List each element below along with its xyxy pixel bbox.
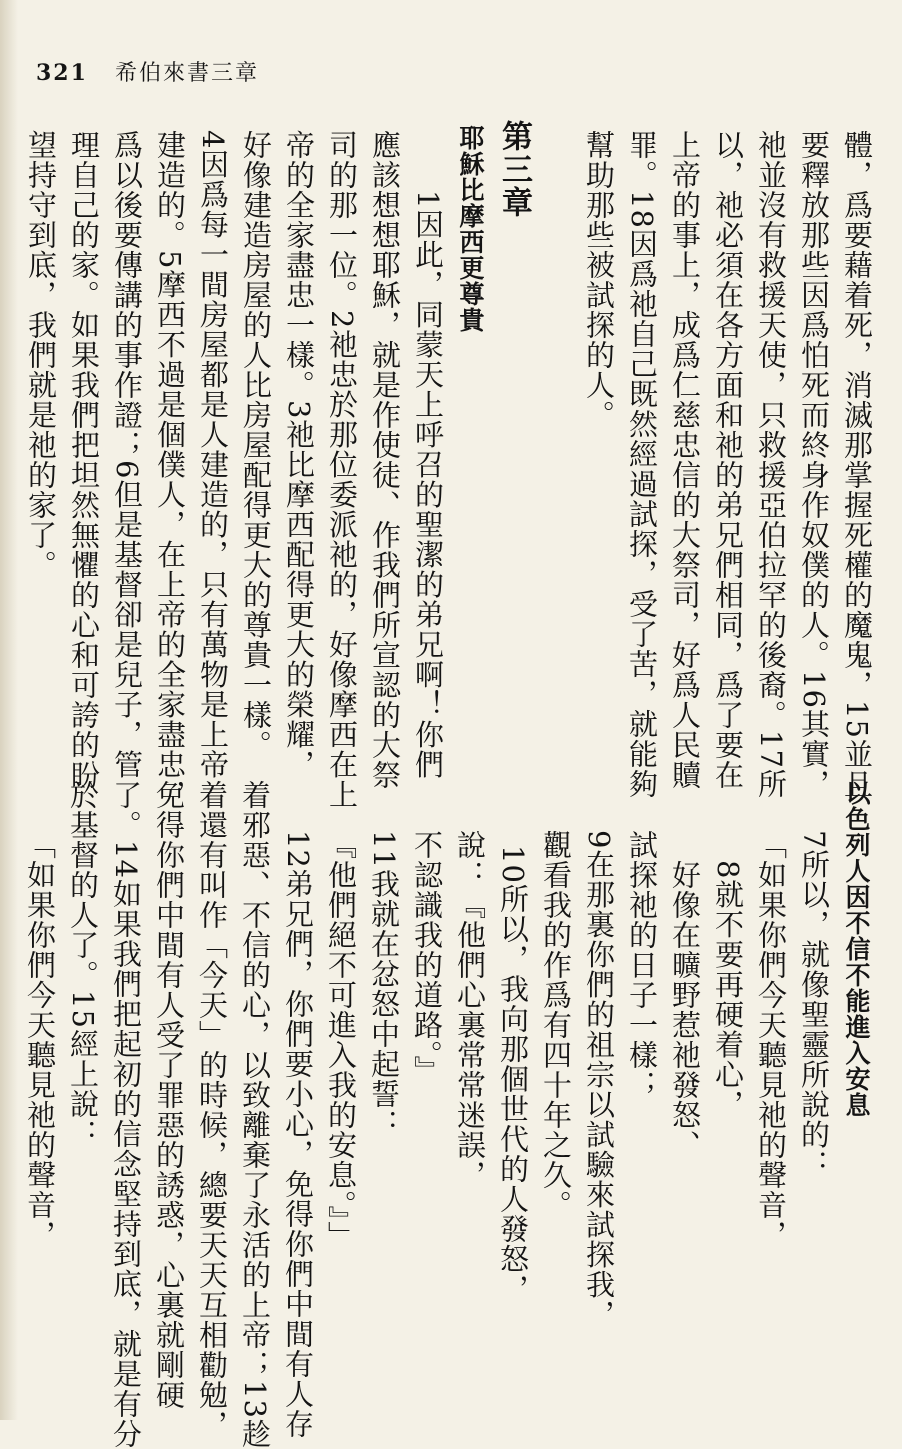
text-line: 「如果你們今天聽見祂的聲音， (754, 830, 788, 1250)
text-line: 於基督的人了。15經上說： (66, 780, 100, 1149)
text-line: 望持守到底，我們就是祂的家了。 (24, 130, 58, 580)
text-line: 上帝的事上，成爲仁慈忠信的大祭司，好爲人民贖 (668, 130, 702, 790)
text-line: 1因此，同蒙天上呼召的聖潔的弟兄啊！你們 (411, 190, 445, 780)
text-line: 建造的。5摩西不過是個僕人，在上帝的全家盡忠， (153, 130, 187, 810)
text-line: 免得你們中間有人受了罪惡的誘惑，心裏就剛硬 (152, 780, 186, 1410)
text-line: 了。14如果我們把起初的信念堅持到底，就是有分 (109, 780, 143, 1449)
text-line: 應該想想耶穌，就是作使徒、作我們所宣認的大祭 (368, 130, 402, 790)
text-line: 理自己的家。如果我們把坦然無懼的心和可誇的盼 (67, 130, 101, 790)
text-line: 4因爲每一間房屋都是人建造的，只有萬物是上帝 (196, 130, 230, 780)
text-line: 不認識我的道路。』 (410, 830, 444, 1086)
text-line: 好像建造房屋的人比房屋配得更大的尊貴一樣。 (239, 130, 273, 760)
section-heading: 耶穌比摩西更尊貴 (456, 125, 485, 333)
text-line: 好像在曠野惹祂發怒、 (668, 860, 702, 1160)
text-line: 8就不要再硬着心， (711, 860, 745, 1120)
text-line: 體，爲要藉着死，消滅那掌握死權的魔鬼，15並且 (840, 130, 874, 799)
text-line: 幫助那些被試探的人。 (582, 130, 616, 430)
text-line: 要釋放那些因爲怕死而終身作奴僕的人。16其實， (797, 130, 831, 799)
running-header (36, 56, 259, 87)
text-line: 「如果你們今天聽見祂的聲音， (23, 830, 57, 1250)
text-line: 着邪惡、不信的心，以致離棄了永活的上帝；13趁 (238, 780, 272, 1449)
text-line: 10所以，我向那個世代的人發怒， (496, 845, 530, 1304)
text-line: 祂並沒有救援天使，只救援亞伯拉罕的後裔。17所 (754, 130, 788, 799)
text-line: 試探祂的日子一樣； (625, 830, 659, 1100)
text-line: 以，祂必須在各方面和祂的弟兄們相同，爲了要在 (711, 130, 745, 790)
text-line: 司的那一位。2祂忠於那位委派祂的，好像摩西在上 (325, 130, 359, 810)
text-line: 9在那裏你們的祖宗以試驗來試探我， (582, 830, 616, 1330)
text-line: 觀看我的作爲有四十年之久。 (539, 830, 573, 1220)
page-number: 321 (36, 60, 88, 86)
text-line: 11我就在忿怒中起誓： (367, 830, 401, 1139)
section-heading: 以色列人因不信不能進入安息 (842, 780, 871, 1118)
text-line: 『他們絕不可進入我的安息。』」 (324, 830, 358, 1251)
text-line: 7所以，就像聖靈所說的： (797, 830, 831, 1180)
chapter-title: 第三章 (496, 120, 532, 219)
text-line: 說：『他們心裏常常迷誤， (453, 830, 487, 1190)
page-gutter-shadow (0, 0, 18, 1420)
text-line: 帝的全家盡忠一樣。3祂比摩西配得更大的榮耀， (282, 130, 316, 780)
text-line: 罪。18因爲祂自己既然經過試探，受了苦，就能夠 (625, 130, 659, 799)
text-line: 爲以後要傳講的事作證；6但是基督卻是兒子，管 (110, 130, 144, 780)
running-title: 希伯來書三章 (114, 61, 259, 86)
text-line: 着還有叫作「今天」的時候，總要天天互相勸勉， (195, 780, 229, 1440)
text-line: 12弟兄們，你們要小心，免得你們中間有人存 (281, 830, 315, 1439)
